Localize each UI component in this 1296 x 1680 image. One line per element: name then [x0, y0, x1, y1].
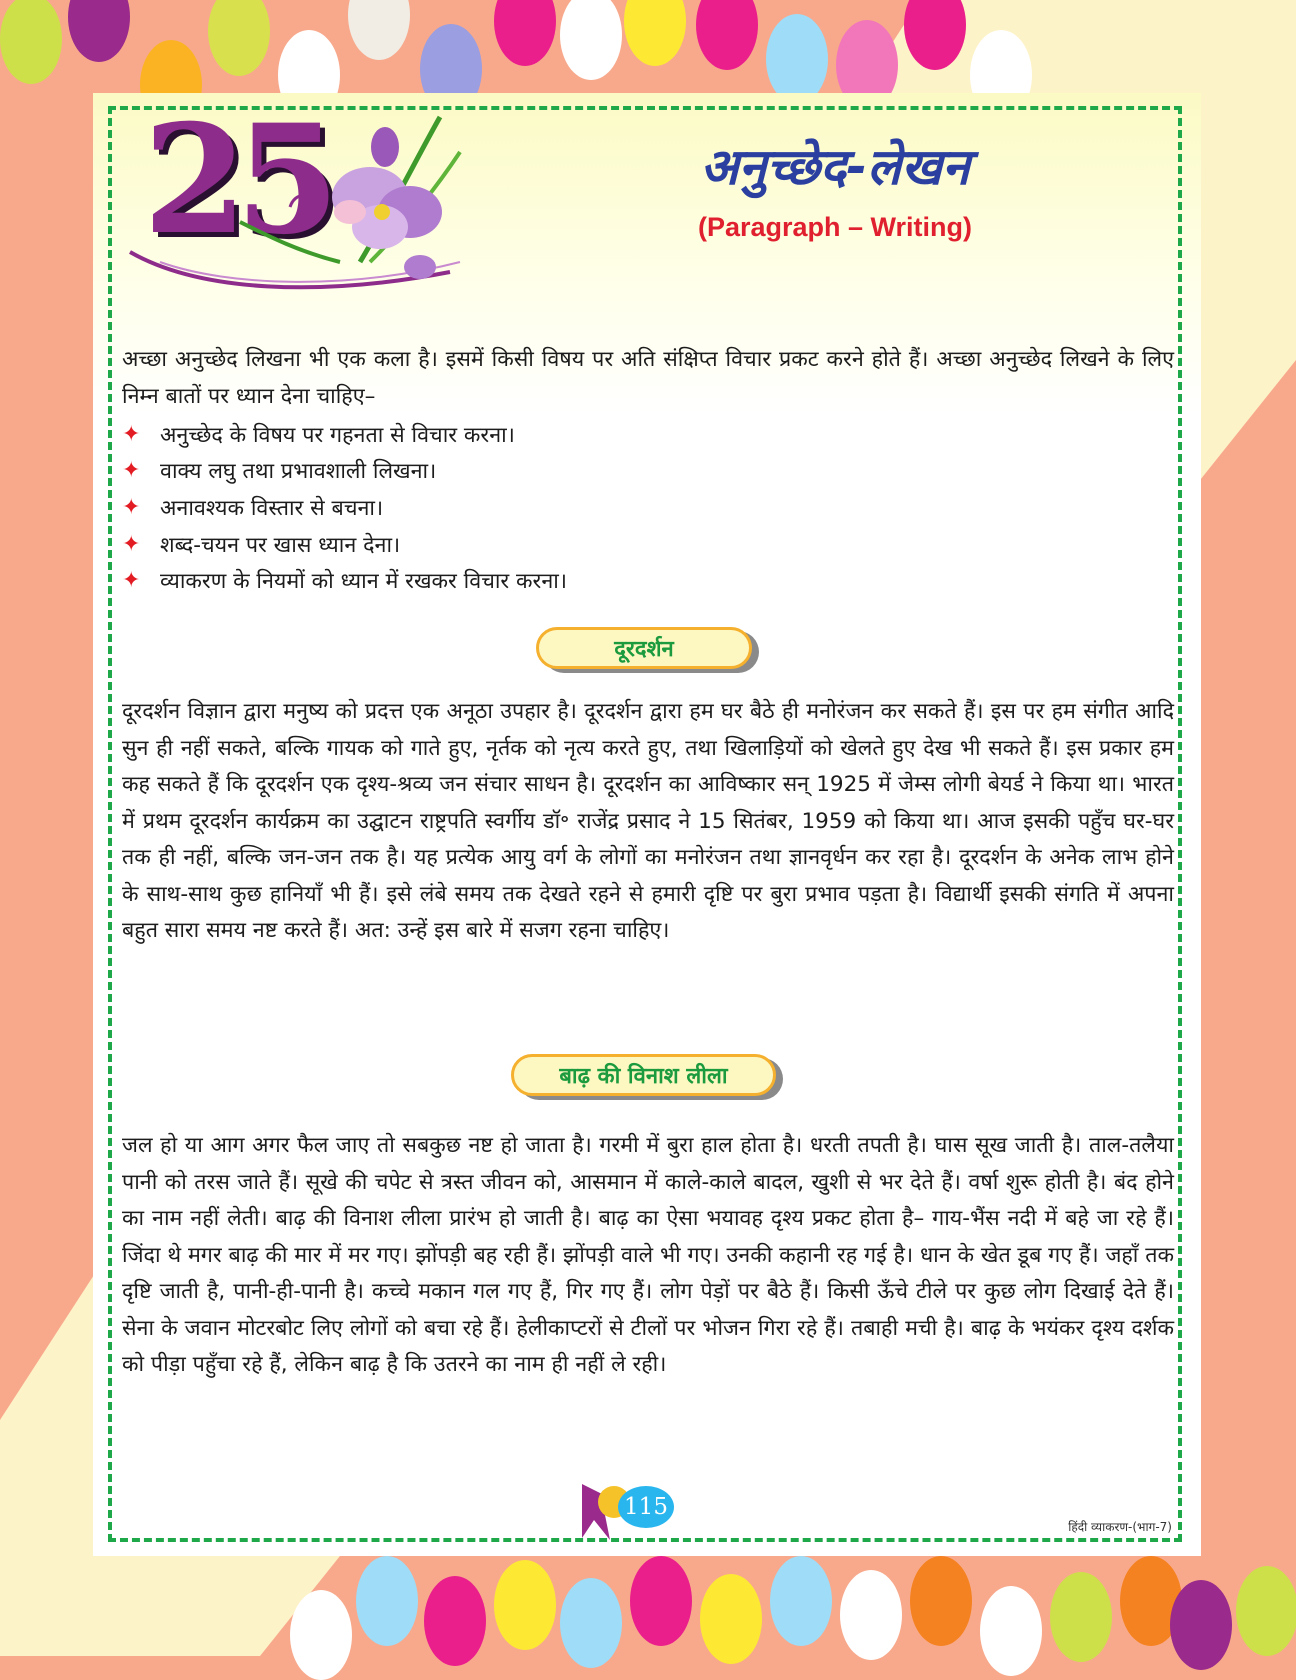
- page-number: 115: [618, 1486, 674, 1528]
- tips-list: [122, 416, 1174, 599]
- list-item: [122, 416, 1174, 453]
- section-heading-doordarshan: दूरदर्शन: [536, 627, 752, 669]
- decor-dot: [700, 1574, 762, 1664]
- decor-dot: [910, 1556, 972, 1646]
- star-bullet-icon: ✦: [122, 531, 141, 557]
- book-footer: हिंदी व्याकरण-(भाग-7): [1068, 1520, 1172, 1534]
- list-item-text: शब्द-चयन पर खास ध्यान देना।: [160, 532, 401, 558]
- decor-dot: [840, 1570, 902, 1660]
- chapter-subtitle: (Paragraph – Writing): [697, 212, 973, 242]
- list-item-text: वाक्य लघु तथा प्रभावशाली लिखना।: [160, 459, 437, 485]
- decor-dot: [494, 1560, 556, 1650]
- decor-dot: [1170, 1580, 1232, 1670]
- decor-dot: [766, 14, 828, 104]
- chapter-number: 25: [143, 92, 328, 268]
- decor-dot: [630, 1556, 692, 1646]
- section-body-doordarshan: दूरदर्शन विज्ञान द्वारा मनुष्य को प्रदत्त एक अनूठा उपहार है। दूरदर्शन द्वारा हम घर बैठे ही मनोरंजन कर सकते हैं। इस पर हम संगीत आदि सुन ही नहीं सकते, बल्कि गायक को गाते हुए, नृर्तक को नृत्य करते हुए, तथा खिलाड़ियों को खेलते हुए देख भी सकते हैं। इस प्रकार हम कह सकते हैं कि दूरदर्शन एक दृश्य-श्रव्य जन संचार साधन है। दूरदर्शन का आविष्कार सन् 1925 में जेम्स लोगी बेयर्ड ने किया था। भारत में प्रथम दूरदर्शन कार्यक्रम का उद्घाटन राष्ट्रपति स्वर्गीय डॉ॰ राजेंद्र प्रसाद ने 15 सितंबर, 1959 को किया था। आज इसकी पहुँच घर-घर तक ही नहीं, बल्कि जन-जन तक है। यह प्रत्येक आयु वर्ग के लोगों का मनोरंजन तथा ज्ञानवृर्धन कर रहा है। दूरदर्शन के अनेक लाभ होने के साथ-साथ कुछ हानियाँ भी हैं। इसे लंबे समय तक देखते रहने से हमारी दृष्टि पर बुरा प्रभाव पड़ता है। विद्यार्थी इसकी संगति में अपना बहुत सारा समय नष्ट करते हैं। अत: उन्हें इस बारे में सजग रहना चाहिए।: [122, 699, 1174, 943]
- decor-dot: [1050, 1572, 1112, 1662]
- star-bullet-icon: ✦: [122, 568, 141, 594]
- decor-dot: [980, 1586, 1042, 1676]
- star-bullet-icon: ✦: [122, 458, 141, 484]
- decor-dot: [290, 1590, 352, 1680]
- decor-dot: [560, 1578, 622, 1668]
- intro-paragraph: अच्छा अनुच्छेद लिखना भी एक कला है। इसमें किसी विषय पर अति संक्षिप्त विचार प्रकट करने होते हैं। अच्छा अनुच्छेद लिखने के लिए निम्न बातों पर ध्यान देना चाहिए–: [122, 347, 1174, 409]
- list-item: [122, 489, 1174, 526]
- decor-dot: [1236, 1566, 1296, 1656]
- list-item: [122, 526, 1174, 563]
- section-body-flood: जल हो या आग अगर फैल जाए तो सबकुछ नष्ट हो जाता है। गरमी में बुरा हाल होता है। धरती तपती है। घास सूख जाती है। ताल-तलैया पानी को तरस जाते हैं। सूखे की चपेट से त्रस्त जीवन को, आसमान में काले-काले बादल, खुशी से भर देते हैं। वर्षा शुरू होती है। बंद होने का नाम नहीं लेती। बाढ़ की विनाश लीला प्रारंभ हो जाती है। बाढ़ का ऐसा भयावह दृश्य प्रकट होता है– गाय-भैंस नदी में बहे जा रहे हैं। जिंदा थे मगर बाढ़ की मार में मर गए। झोंपड़ी बह रही हैं। झोंपड़ी वाले भी गए। उनकी कहानी रह गई है। धान के खेत डूब गए हैं। जहाँ तक दृष्टि जाती है, पानी-ही-पानी है। कच्चे मकान गल गए हैं, गिर गए हैं। लोग पेड़ों पर बैठे हैं। किसी ऊँचे टीले पर कुछ लोग दिखाई देते हैं। सेना के जवान मोटरबोट लिए लोगों को बचा रहे हैं। हेलीकाप्टरों से टीलों पर भोजन गिरा रहे हैं। तबाही मची है। बाढ़ के भयंकर दृश्य दर्शक को पीड़ा पहुँचा रहे हैं, लेकिन बाढ़ है कि उतरने का नाम ही नहीं ले रही।: [122, 1133, 1174, 1377]
- star-bullet-icon: ✦: [122, 494, 141, 520]
- section-heading-flood: बाढ़ की विनाश लीला: [511, 1054, 776, 1096]
- list-item-text: अनावश्यक विस्तार से बचना।: [160, 495, 384, 521]
- flower-illustration: [120, 112, 490, 302]
- star-bullet-icon: ✦: [122, 421, 141, 447]
- list-item-text: अनुच्छेद के विषय पर गहनता से विचार करना।: [160, 422, 515, 448]
- chapter-title: अनुच्छेद-लेखन: [700, 138, 970, 196]
- list-item: [122, 453, 1174, 490]
- decor-dot: [356, 1556, 418, 1646]
- list-item: [122, 562, 1174, 599]
- decor-dot: [424, 1576, 486, 1666]
- list-item-text: व्याकरण के नियमों को ध्यान में रखकर विचार करना।: [160, 569, 567, 595]
- decor-dot: [770, 1556, 832, 1646]
